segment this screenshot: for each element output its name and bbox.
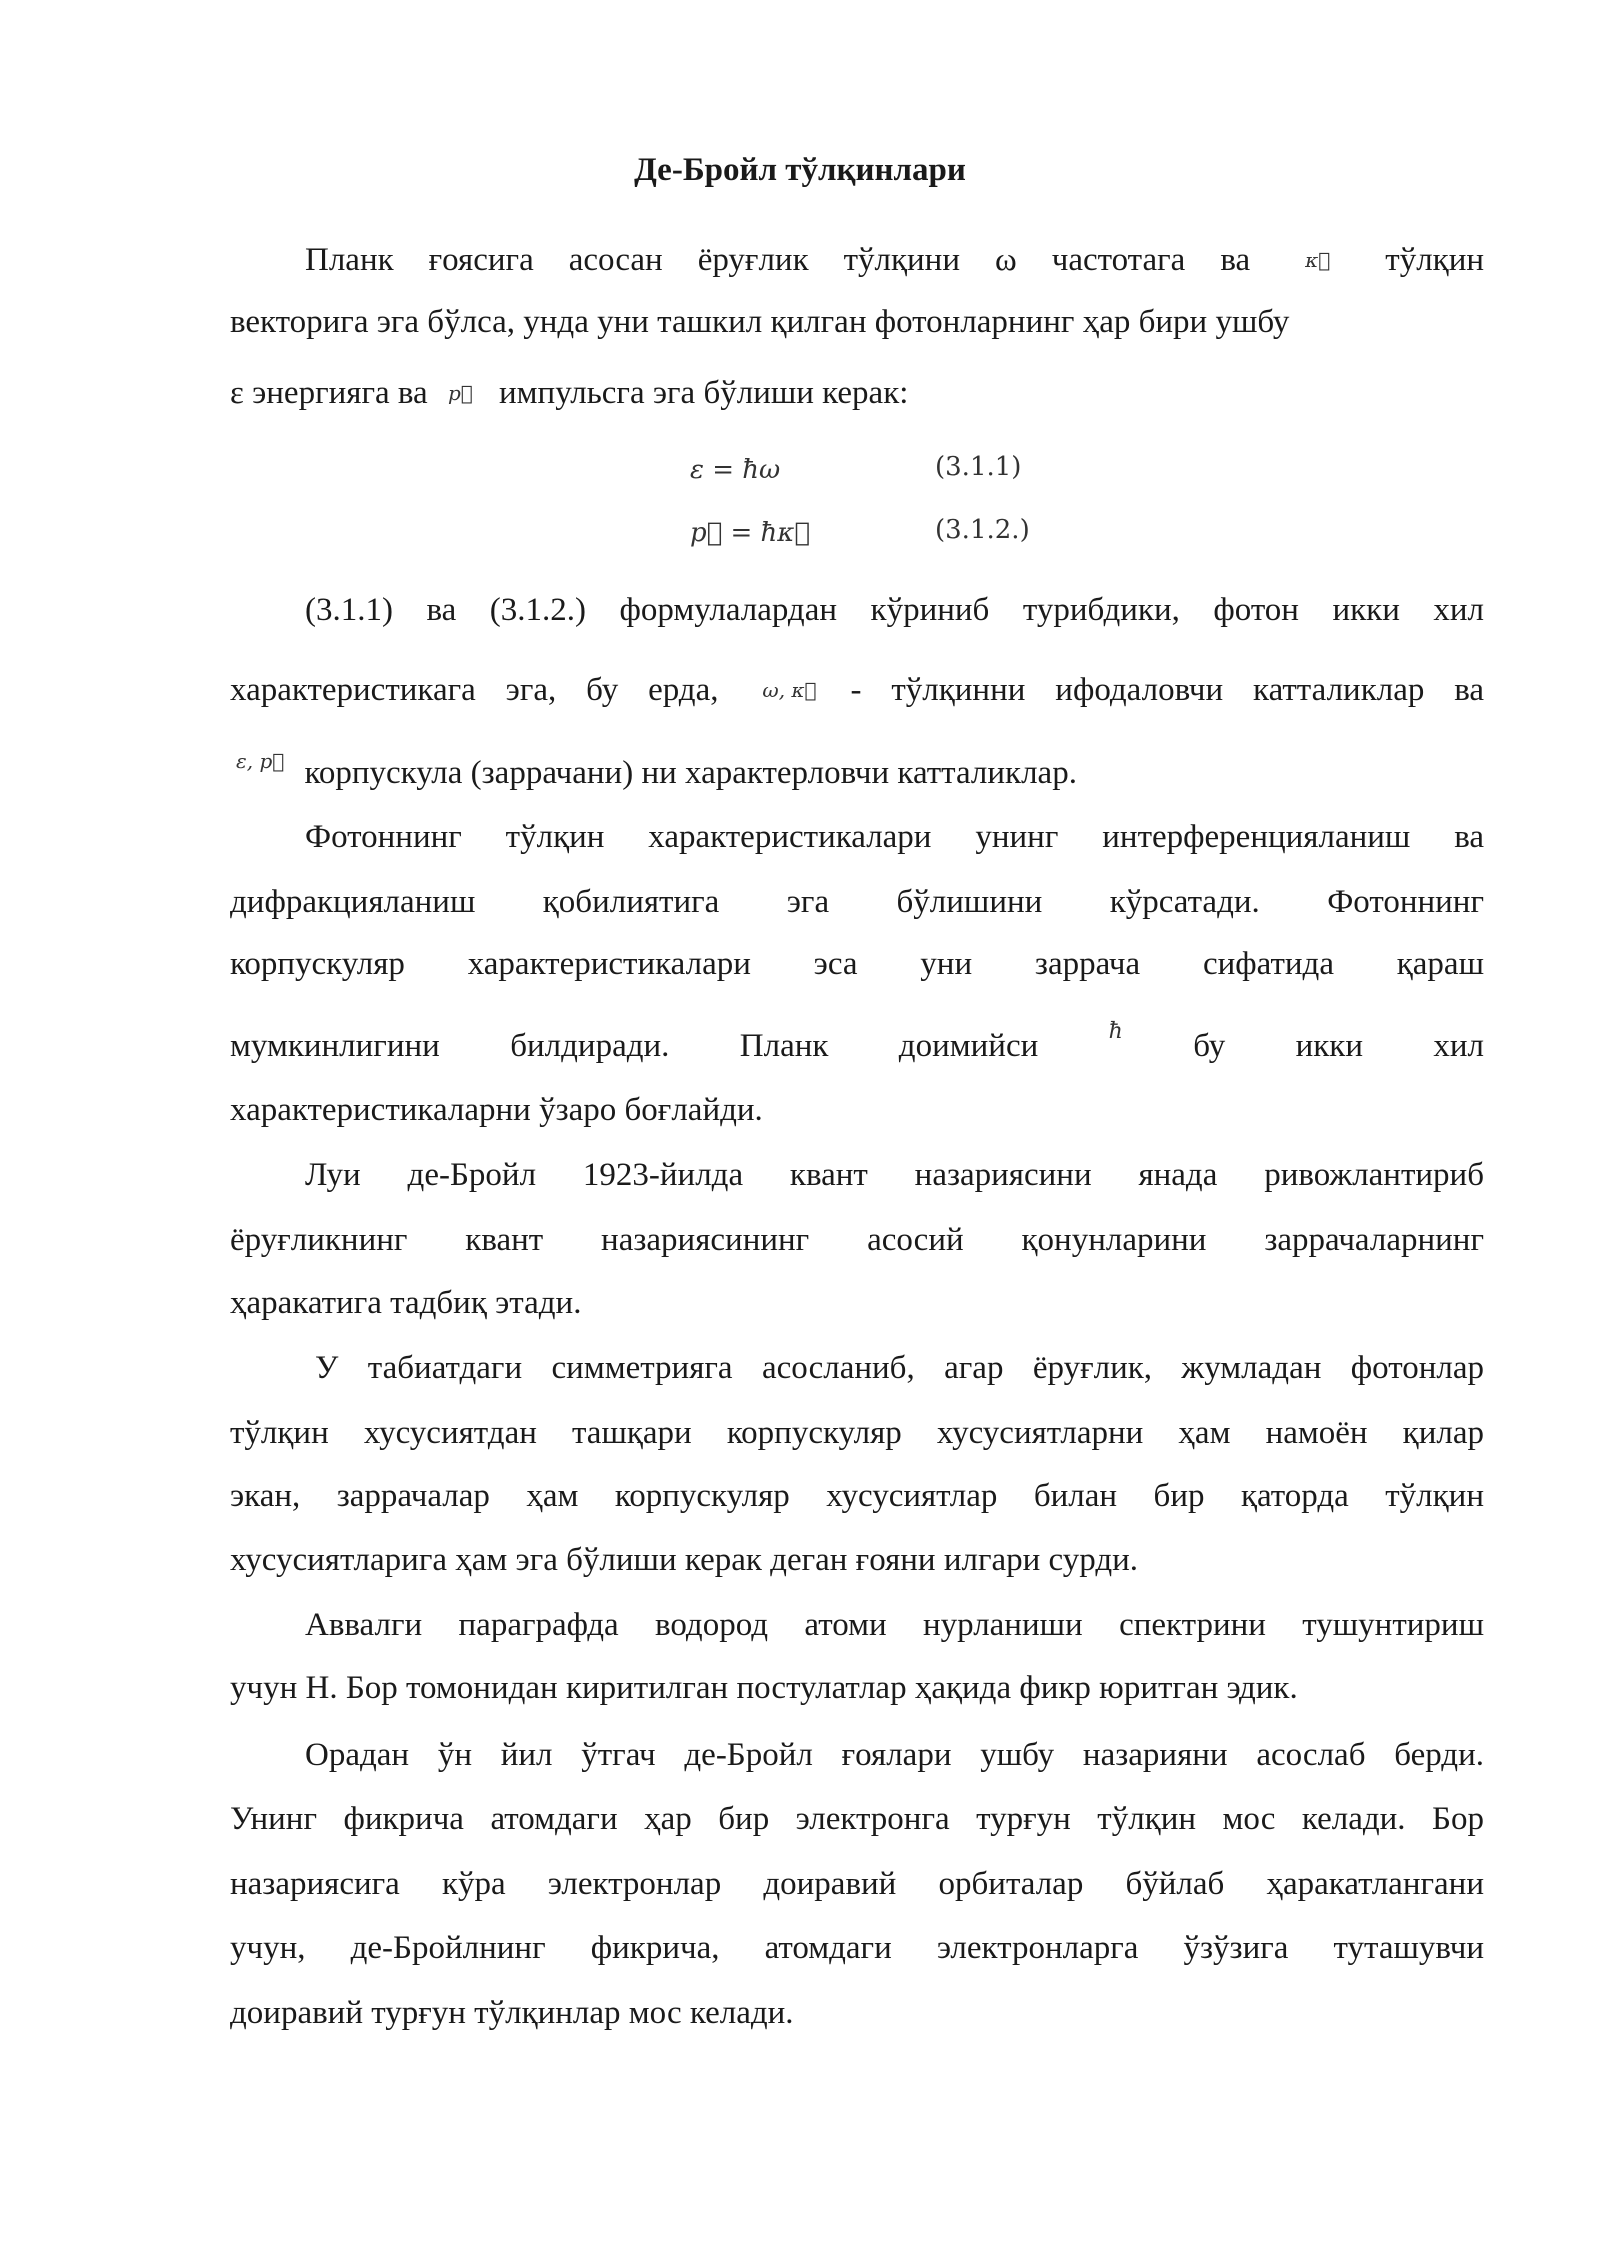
p4-line-1: Луи де-Бройл 1923-йилда квант назариясини янада ривожлантириб (305, 1157, 1484, 1193)
p2-line-2 (230, 670, 1484, 710)
p1-text: Планк ғоясига асосан ёруғлик тўлқини ω частотага ва (305, 242, 1251, 278)
p7-line-1: Орадан ўн йил ўтгач де-Бройл ғоялари ушбу назарияни асослаб берди. (305, 1737, 1484, 1773)
p3-line-5: характеристикаларни ўзаро боғлайди. (230, 1092, 763, 1128)
p1-text: тўлқин (1385, 242, 1485, 278)
p7-line-5: доиравий турғун тўлқинлар мос келади. (230, 1995, 794, 2031)
p3-text: бу икки хил (1193, 1028, 1484, 1064)
page-title: Де-Бройл тўлқинлари (634, 152, 966, 188)
p7-line-4: учун, де-Бройлнинг фикрича, атомдаги электронларга ўзўзига туташувчи (230, 1930, 1484, 1966)
p6-line-1: Аввалги параграфда водород атоми нурланиши спектрини тушунтириш (305, 1607, 1484, 1643)
p4-line-2: ёруғликнинг квант назариясининг асосий қонунларини заррачаларнинг (230, 1222, 1484, 1258)
p7-line-2: Унинг фикрича атомдаги ҳар бир электронга турғун тўлқин мос келади. Бор (230, 1801, 1484, 1837)
omega-kappa-symbol: ω, κ⃗ (762, 678, 817, 702)
equation-1-number: (3.1.1) (935, 452, 1022, 482)
p3-line-2: дифракцияланиш қобилиятига эга бўлишини кўрсатади. Фотоннинг (230, 884, 1484, 920)
p1-text: импульсга эга бўлиши керак: (499, 375, 909, 411)
p5-line-4: хусусиятларига ҳам эга бўлиши керак деган ғояни илгари сурди. (230, 1542, 1139, 1578)
p5-line-3: экан, заррачалар ҳам корпускуляр хусусиятлар билан бир қаторда тўлқин (230, 1478, 1484, 1514)
p1-line-1 (305, 240, 1484, 280)
p4-line-3: ҳаракатига тадбиқ этади. (230, 1285, 582, 1321)
p2-line-3 (236, 749, 1490, 793)
hbar-symbol: ħ (1108, 1019, 1123, 1044)
p2-text: - тўлқинни ифодаловчи катталиклар ва (850, 672, 1485, 708)
p7-line-3: назариясига кўра электронлар доиравий орбиталар бўйлаб ҳаракатлангани (230, 1866, 1484, 1902)
p6-line-2: учун Н. Бор томонидан киритилган постулатлар ҳақида фикр юритган эдик. (230, 1670, 1298, 1706)
equation-2-number: (3.1.2.) (935, 515, 1030, 545)
p1-line-2: векторига эга бўлса, унда уни ташкил қилган фотонларнинг ҳар бири ушбу (230, 304, 1290, 340)
p2-text: характеристикага эга, бу ерда, (230, 672, 719, 708)
equation-1-formula: ε = ħω (690, 455, 781, 485)
p5-line-1: У табиатдаги симметрияга асосланиб, агар ёруғлик, жумладан фотонлар (315, 1350, 1484, 1386)
p3-line-1: Фотоннинг тўлқин характеристикалари унинг интерференцияланиш ва (305, 819, 1484, 855)
kappa-vector-symbol: κ⃗ (1305, 248, 1331, 272)
p3-line-3: корпускуляр характеристикалари эса уни заррача сифатида қараш (230, 946, 1484, 982)
p1-text: ε энергияга ва (230, 375, 428, 411)
p1-line-3 (230, 373, 1484, 413)
equation-2-formula: p⃗ = ħκ⃗ (690, 518, 810, 548)
p5-line-2: тўлқин хусусиятдан ташқари корпускуляр хусусиятларни ҳам намоён қилар (230, 1415, 1484, 1451)
p2-line-1: (3.1.1) ва (3.1.2.) формулалардан кўриниб турибдики, фотон икки хил (305, 592, 1484, 628)
p3-text: мумкинлигини билдиради. Планк доимийси (230, 1028, 1039, 1064)
p2-text: корпускула (заррачани) ни характерловчи катталиклар. (304, 755, 1077, 791)
p3-line-4 (230, 1019, 1484, 1066)
p-vector-symbol: p⃗ (447, 381, 473, 405)
epsilon-p-symbol: ε, p⃗ (236, 749, 285, 773)
